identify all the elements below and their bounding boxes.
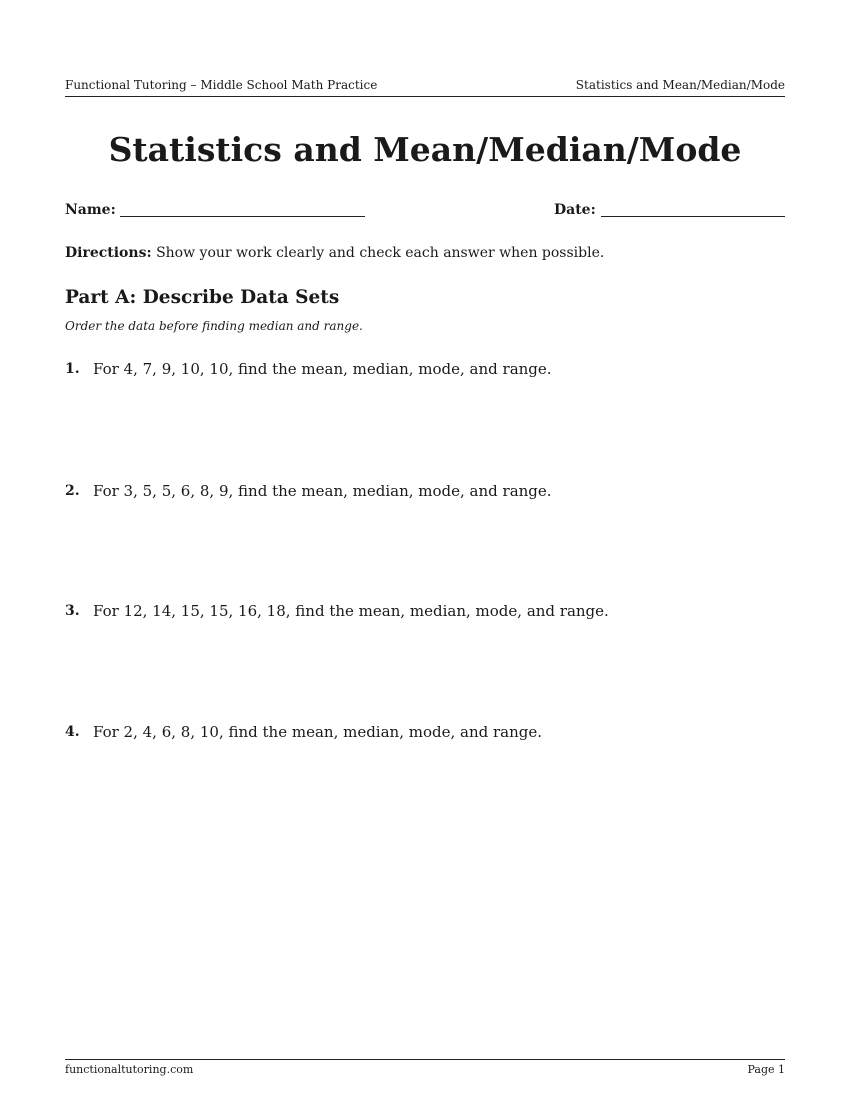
question-item <box>65 359 785 379</box>
header-topic: Statistics and Mean/Median/Mode <box>575 78 785 92</box>
question-item <box>65 601 785 621</box>
section-heading-part-a: Part A: Describe Data Sets <box>65 287 340 308</box>
name-label: Name: <box>65 202 116 218</box>
directions-label: Directions: <box>65 245 152 261</box>
footer-page-number: Page 1 <box>747 1063 785 1076</box>
name-field[interactable] <box>120 216 365 217</box>
question-number: 4. <box>65 724 80 740</box>
question-number: 3. <box>65 603 80 619</box>
question-text: For 4, 7, 9, 10, 10, find the mean, median, mode, and range. <box>93 360 552 378</box>
page-title: Statistics and Mean/Median/Mode <box>108 130 742 169</box>
section-note: Order the data before finding median and range. <box>65 319 363 333</box>
date-label: Date: <box>554 202 596 218</box>
question-number: 2. <box>65 483 80 499</box>
directions-text: Show your work clearly and check each answer when possible. <box>156 245 605 261</box>
header-course-title: Functional Tutoring – Middle School Math Practice <box>65 78 378 92</box>
question-text: For 3, 5, 5, 6, 8, 9, find the mean, median, mode, and range. <box>93 482 552 500</box>
question-number: 1. <box>65 361 80 377</box>
question-item <box>65 481 785 501</box>
date-field[interactable] <box>601 216 785 217</box>
question-item <box>65 722 785 742</box>
running-footer <box>65 1059 785 1077</box>
running-header <box>65 78 785 97</box>
question-text: For 2, 4, 6, 8, 10, find the mean, median, mode, and range. <box>93 723 543 741</box>
directions <box>65 244 785 262</box>
footer-website: functionaltutoring.com <box>65 1063 194 1076</box>
question-text: For 12, 14, 15, 15, 16, 18, find the mean, median, mode, and range. <box>93 602 609 620</box>
name-date-row <box>65 202 785 222</box>
worksheet-page <box>65 0 785 1100</box>
